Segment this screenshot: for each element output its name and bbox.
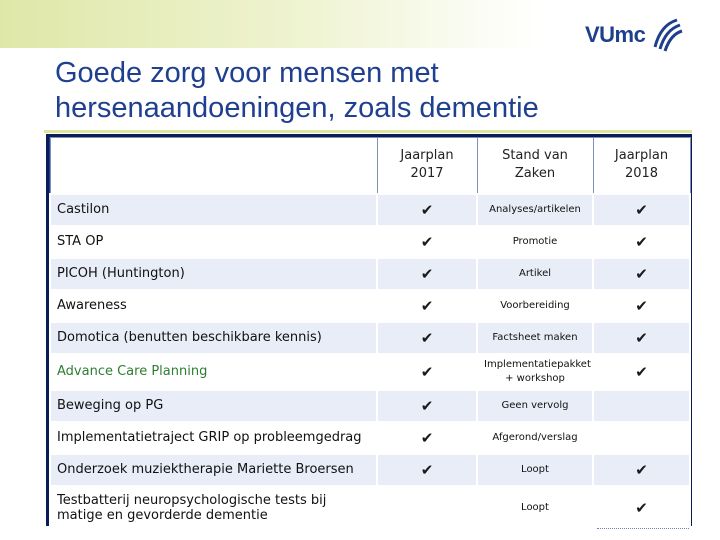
row-2018-cell [593,422,690,454]
row-stand-cell: Implementatiepakket + workshop [477,354,593,390]
row-2018-cell: ✔ [593,258,690,290]
row-name-cell: STA OP [50,226,377,258]
row-2017-cell: ✔ [377,354,477,390]
table-row [50,258,690,290]
vumc-swoosh-icon [649,17,683,53]
row-2017-cell: ✔ [377,454,477,486]
row-name-cell: PICOH (Huntington) [50,258,377,290]
table-row [50,194,690,226]
row-2018-cell: ✔ [593,226,690,258]
header-stand-van-zaken: Stand van Zaken [477,138,593,194]
vumc-logo [585,18,683,52]
row-stand-cell: Loopt [477,486,593,530]
row-name-cell: Beweging op PG [50,390,377,422]
row-name-cell: Onderzoek muziektherapie Mariette Broersen [50,454,377,486]
row-stand-cell: Voorbereiding [477,290,593,322]
table-row [50,422,690,454]
row-2017-cell: ✔ [377,322,477,354]
table-row [50,354,690,390]
row-2017-cell: ✔ [377,290,477,322]
row-2018-cell: ✔ [593,290,690,322]
header-blank [50,138,377,194]
table-row [50,390,690,422]
row-stand-cell: Analyses/artikelen [477,194,593,226]
row-2017-cell: ✔ [377,422,477,454]
row-stand-cell: Factsheet maken [477,322,593,354]
row-stand-cell: Geen vervolg [477,390,593,422]
row-stand-cell: Afgerond/verslag [477,422,593,454]
row-2017-cell: ✔ [377,258,477,290]
row-name-cell: Implementatietraject GRIP op probleemgedrag [50,422,377,454]
row-2018-cell: ✔ [593,454,690,486]
row-2018-cell: ✔ [593,486,690,530]
footer-mark [597,528,689,535]
table-row [50,226,690,258]
row-name-cell: Awareness [50,290,377,322]
row-stand-cell: Promotie [477,226,593,258]
row-name-cell: Advance Care Planning [50,354,377,390]
table-row [50,290,690,322]
table-row [50,486,690,530]
slide-title: Goede zorg voor mensen met hersenaandoeningen, zoals dementie [55,57,539,124]
row-stand-cell: Artikel [477,258,593,290]
table-row [50,322,690,354]
row-2017-cell: ✔ [377,390,477,422]
row-2018-cell [593,390,690,422]
title-divider [44,130,692,133]
logo-text: VUmc [585,22,646,47]
row-2018-cell: ✔ [593,194,690,226]
row-2017-cell: ✔ [377,194,477,226]
table-row [50,454,690,486]
row-2017-cell [377,486,477,530]
row-stand-cell: Loopt [477,454,593,486]
status-table [46,134,692,526]
row-2017-cell: ✔ [377,226,477,258]
row-2018-cell: ✔ [593,322,690,354]
row-name-cell: Castilon [50,194,377,226]
table-header-row [50,138,690,194]
header-jaarplan-2017: Jaarplan 2017 [377,138,477,194]
row-name-cell: Testbatterij neuropsychologische tests bij matige en gevorderde dementie [50,486,377,530]
row-2018-cell: ✔ [593,354,690,390]
header-jaarplan-2018: Jaarplan 2018 [593,138,690,194]
row-name-cell: Domotica (benutten beschikbare kennis) [50,322,377,354]
